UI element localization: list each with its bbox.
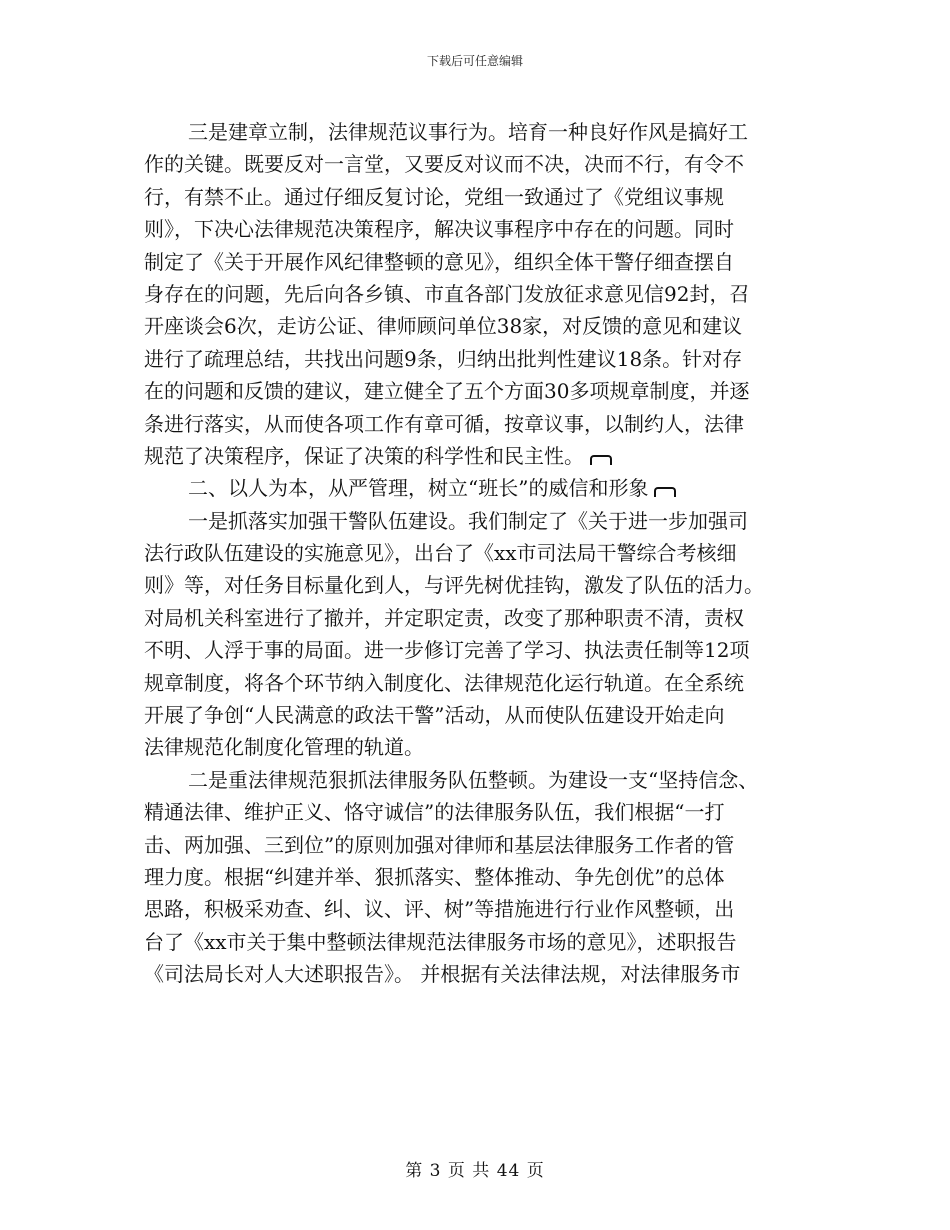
paragraph-line: 则》等，对任务目标量化到人，与评先树优挂钩，激发了队伍的活力。 (144, 573, 764, 598)
paragraph-line: 开座谈会6次，走访公证、律师顾问单位38家，对反馈的意见和建议 (144, 314, 743, 339)
paragraph-line: 规章制度，将各个环节纳入制度化、法律规范化运行轨道。在全系统 (144, 670, 744, 695)
paragraph-line-with-mark (144, 440, 816, 472)
section-heading-line (144, 472, 816, 504)
paragraph-mark-icon (654, 487, 676, 497)
paragraph-line: 开展了争创“人民满意的政法干警”活动，从而使队伍建设开始走向 (144, 703, 725, 728)
paragraph-line: 进行了疏理总结，共找出问题9条，归纳出批判性建议18条。针对存 (144, 346, 743, 371)
page-header-note: 下载后可任意编辑 (426, 54, 523, 68)
paragraph-line: 在的问题和反馈的建议，建立健全了五个方面30多项规章制度，并逐 (144, 379, 750, 404)
paragraph-line-text: 规范了决策程序，保证了决策的科学性和民主性。 (144, 443, 584, 468)
paragraph-line: 精通法律、维护正义、恪守诚信”的法律服务队伍，我们根据“一打 (144, 800, 725, 825)
paragraph-line: 作的关键。既要反对一言堂，又要反对议而不决，决而不行，有令不 (144, 152, 744, 177)
paragraph-line: 二是重法律规范狠抓法律服务队伍整顿。为建设一支“坚持信念、 (188, 767, 759, 792)
paragraph-line: 法行政队伍建设的实施意见》，出台了《xx市司法局干警综合考核细 (144, 541, 737, 566)
paragraph-line: 行，有禁不止。通过仔细反复讨论，党组一致通过了《党组议事规 (144, 184, 724, 209)
page-number-footer: 第 3 页 共 44 页 (405, 1161, 545, 1181)
document-body (144, 116, 816, 991)
paragraph-line: 击、两加强、三到位”的原则加强对律师和基层法律服务工作者的管 (144, 832, 735, 857)
paragraph-line: 身存在的问题，先后向各乡镇、市直各部门发放征求意见信92封，召 (144, 281, 750, 306)
paragraph-line: 《司法局长对人大述职报告》。 并根据有关法律法规，对法律服务市 (144, 962, 741, 987)
paragraph-line: 理力度。根据“纠建并举、狠抓落实、整体推动、争先创优”的总体 (144, 864, 725, 889)
paragraph-line: 三是建章立制，法律规范议事行为。培育一种良好作风是搞好工 (188, 120, 748, 144)
paragraph-line: 一是抓落实加强干警队伍建设。我们制定了《关于进一步加强司 (188, 508, 748, 533)
paragraph-line: 条进行落实，从而使各项工作有章可循，按章议事，以制约人，法律 (144, 411, 744, 436)
paragraph-line: 台了《xx市关于集中整顿法律规范法律服务市场的意见》，述职报告 (144, 929, 737, 954)
paragraph-line: 则》，下决心法律规范决策程序，解决议事程序中存在的问题。同时 (144, 217, 734, 242)
paragraph-line: 制定了《关于开展作风纪律整顿的意见》，组织全体干警仔细查摆自 (144, 249, 734, 274)
paragraph-line: 思路，积极采劝查、纠、议、评、树”等措施进行行业作风整顿，出 (144, 897, 735, 922)
paragraph-line: 法律规范化制度化管理的轨道。 (144, 735, 424, 760)
paragraph-line: 对局机关科室进行了撤并，并定职定责，改变了那种职责不清，责权 (144, 605, 744, 630)
paragraph-line: 不明、人浮于事的局面。进一步修订完善了学习、执法责任制等12项 (144, 638, 750, 663)
section-heading-text: 二、以人为本，从严管理，树立“班长”的威信和形象 (188, 476, 649, 501)
paragraph-mark-icon (590, 455, 612, 465)
